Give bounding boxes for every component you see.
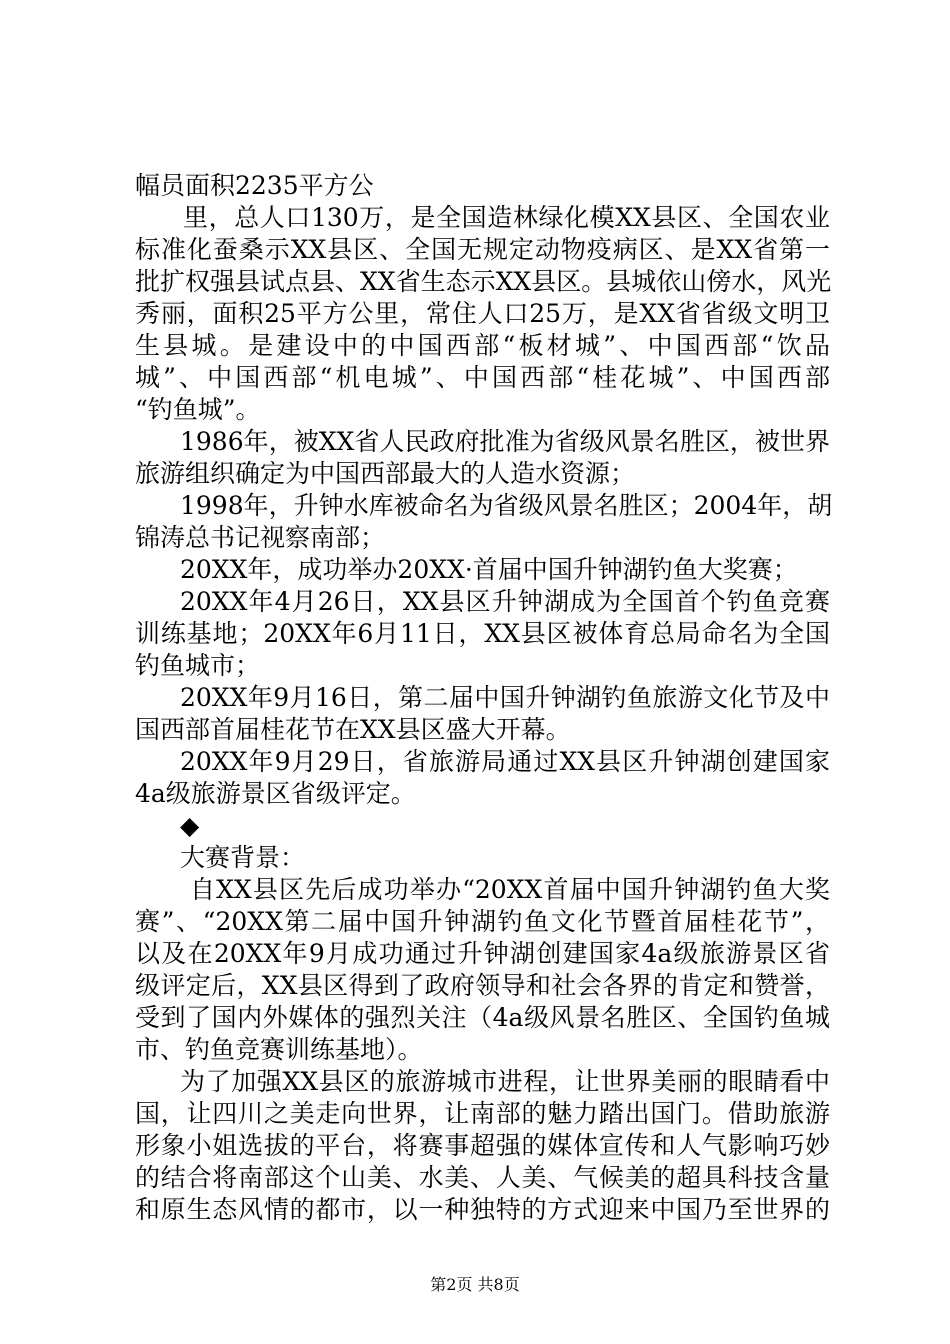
text-line: 自XX县区先后成功举办“20XX首届中国升钟湖钓鱼大奖 xyxy=(190,875,830,904)
text-line: 20XX年9月29日，省旅游局通过XX县区升钟湖创建国家 xyxy=(180,747,830,776)
text-line: 大赛背景： xyxy=(180,843,306,872)
text-line: 级评定后，XX县区得到了政府领导和社会各界的肯定和赞誉， xyxy=(135,971,830,1000)
text-line: 和原生态风情的都市，以一种独特的方式迎来中国乃至世界的 xyxy=(135,1195,830,1224)
text-line: 20XX年4月26日，XX县区升钟湖成为全国首个钓鱼竞赛 xyxy=(180,587,830,616)
text-line: 旅游组织确定为中国西部最大的人造水资源； xyxy=(135,459,636,488)
text-line: 以及在20XX年9月成功通过升钟湖创建国家4a级旅游景区省 xyxy=(135,939,830,968)
text-line: 20XX年，成功举办20XX·首届中国升钟湖钓鱼大奖赛； xyxy=(180,555,798,584)
text-line: 1998年，升钟水库被命名为省级风景名胜区；2004年，胡 xyxy=(180,491,833,520)
text-line: 市、钓鱼竞赛训练基地）。 xyxy=(135,1035,423,1064)
text-line: 批扩权强县试点县、XX省生态示XX县区。县城依山傍水，风光 xyxy=(135,267,832,296)
text-line: 标准化蚕桑示XX县区、全国无规定动物疫病区、是XX省第一 xyxy=(135,235,830,264)
text-line: 国，让四川之美走向世界，让南部的魅力踏出国门。借助旅游 xyxy=(135,1099,830,1128)
text-line: 锦涛总书记视察南部； xyxy=(135,523,386,552)
text-line: 为了加强XX县区的旅游城市进程，让世界美丽的眼睛看中 xyxy=(180,1067,830,1096)
text-line: 4a级旅游景区省级评定。 xyxy=(135,779,416,808)
text-line: 训练基地；20XX年6月11日，XX县区被体育总局命名为全国 xyxy=(135,619,830,648)
text-line: 幅员面积2235平方公 xyxy=(135,171,374,200)
text-line: 形象小姐选拔的平台，将赛事超强的媒体宣传和人气影响巧妙 xyxy=(135,1131,830,1160)
text-line: 生县城。是建设中的中国西部“板材城”、中国西部“饮品 xyxy=(135,331,830,360)
text-line: 秀丽，面积25平方公里，常住人口25万，是XX省省级文明卫 xyxy=(135,299,830,328)
text-line: 钓鱼城市； xyxy=(135,651,261,680)
text-line: 城”、中国西部“机电城”、中国西部“桂花城”、中国西部 xyxy=(135,363,830,392)
text-line: 里，总人口130万，是全国造林绿化模XX县区、全国农业 xyxy=(183,203,830,232)
text-line: “钓鱼城”。 xyxy=(135,395,261,424)
text-line: 20XX年9月16日，第二届中国升钟湖钓鱼旅游文化节及中 xyxy=(180,683,830,712)
text-line: ◆ xyxy=(180,811,200,840)
text-line: 受到了国内外媒体的强烈关注（4a级风景名胜区、全国钓鱼城 xyxy=(135,1003,830,1032)
text-line: 赛”、“20XX第二届中国升钟湖钓鱼文化节暨首届桂花节”， xyxy=(135,907,830,936)
text-line: 1986年，被XX省人民政府批准为省级风景名胜区，被世界 xyxy=(180,427,830,456)
text-line: 的结合将南部这个山美、水美、人美、气候美的超具科技含量 xyxy=(135,1163,830,1192)
page-footer: 第2页 共8页 xyxy=(430,1275,520,1294)
text-line: 国西部首届桂花节在XX县区盛大开幕。 xyxy=(135,715,571,744)
